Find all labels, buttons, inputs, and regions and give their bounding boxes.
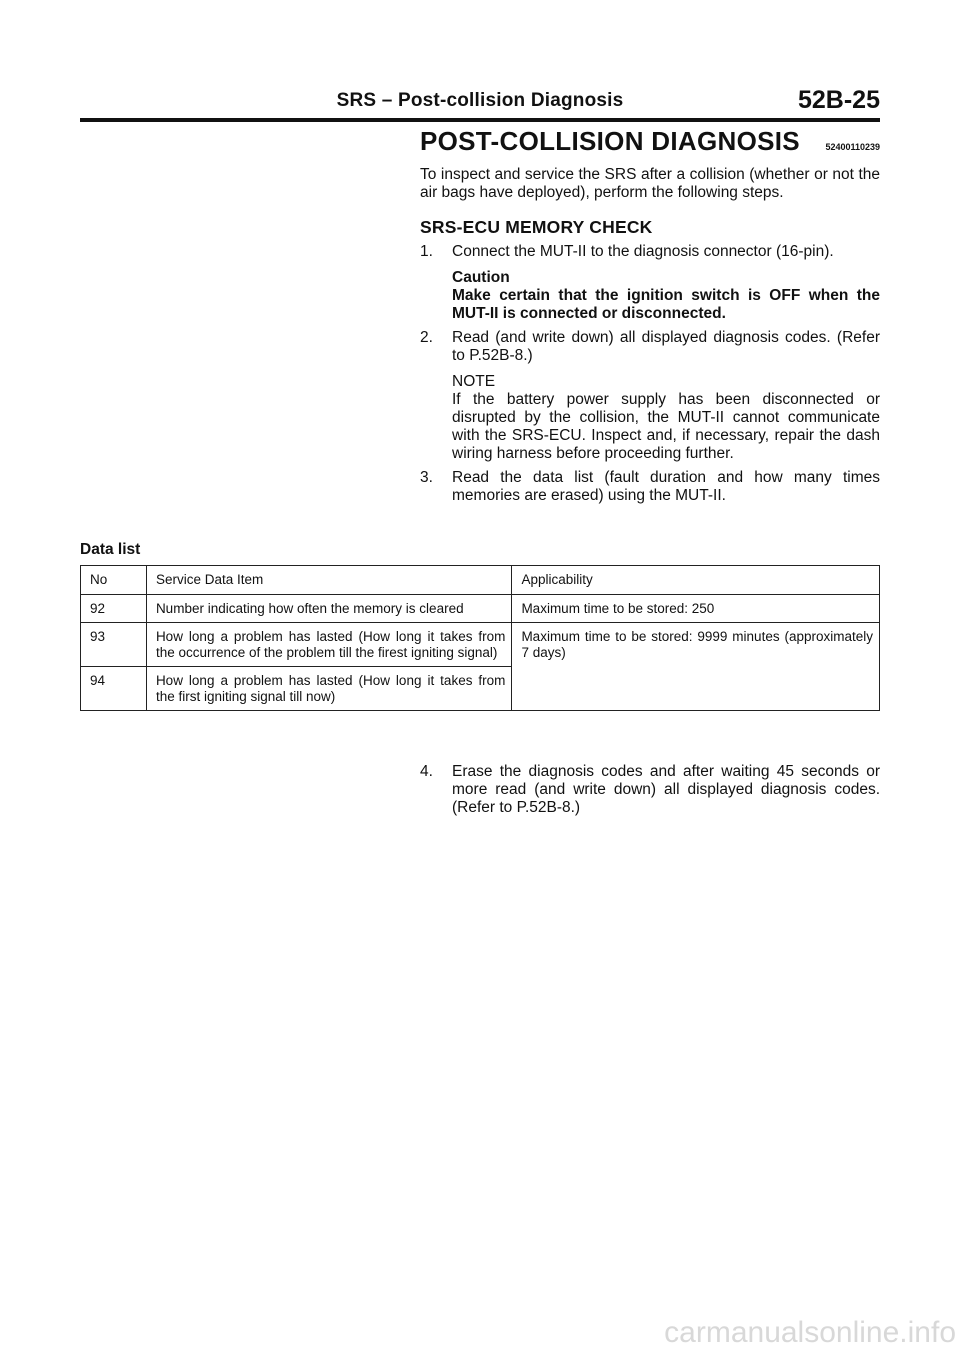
row-number: 92 [81, 594, 147, 623]
step-2 [420, 329, 880, 463]
page-number: 52B-25 [798, 86, 880, 114]
step-text: Connect the MUT-II to the diagnosis connector (16-pin). [452, 243, 834, 260]
page-header [80, 86, 880, 118]
column-header: Applicability [512, 566, 880, 595]
section-code: 52400110239 [825, 142, 880, 152]
step-1 [420, 243, 880, 323]
row-number: 93 [81, 623, 147, 667]
step-text: Read the data list (fault duration and how many times memories are erased) using the MUT-II. [452, 469, 880, 504]
data-list-table [80, 565, 880, 711]
row-applicability: Maximum time to be stored: 9999 minutes (approximately 7 days) [512, 623, 880, 711]
section-title [420, 126, 880, 156]
step-3 [420, 469, 880, 505]
row-number: 94 [81, 667, 147, 711]
step-text: Erase the diagnosis codes and after waiting 45 seconds or more read (and write down) all displayed diagnosis codes. (Refer to P.52B-8.) [452, 763, 880, 816]
step-number: 4. [420, 763, 433, 780]
row-item: How long a problem has lasted (How long it takes from the first igniting signal till now) [146, 667, 512, 711]
caution-label: Caution [452, 269, 510, 286]
section-heading: POST-COLLISION DIAGNOSIS [420, 126, 800, 156]
row-item: Number indicating how often the memory is cleared [146, 594, 512, 623]
table-header-row [81, 566, 880, 595]
note-label: NOTE [452, 373, 496, 390]
step-number: 1. [420, 243, 433, 260]
memory-check-heading: SRS-ECU MEMORY CHECK [420, 217, 653, 237]
row-applicability: Maximum time to be stored: 250 [512, 594, 880, 623]
step-number: 2. [420, 329, 433, 346]
intro-paragraph: To inspect and service the SRS after a collision (whether or not the air bags have deployed), perform the following steps. [420, 166, 880, 201]
table-row [81, 594, 880, 623]
header-title: SRS – Post-collision Diagnosis [336, 90, 624, 111]
row-item: How long a problem has lasted (How long it takes from the occurrence of the problem till the firest igniting signal) [146, 623, 512, 667]
watermark: carmanualsonline.info [664, 1316, 956, 1349]
step-4 [420, 763, 880, 817]
caution-text: Make certain that the ignition switch is OFF when the MUT-II is connected or disconnected. [452, 287, 880, 322]
main-content [420, 126, 880, 511]
step-text: Read (and write down) all displayed diagnosis codes. (Refer to P.52B-8.) [452, 329, 880, 364]
data-list-label: Data list [80, 541, 141, 558]
note-text: If the battery power supply has been disconnected or disrupted by the collision, the MUT-II cannot communicate with the SRS-ECU. Inspect and, if necessary, repair the dash wiring harness before proceeding further. [452, 391, 880, 462]
column-header: No [81, 566, 147, 595]
column-header: Service Data Item [146, 566, 512, 595]
step-number: 3. [420, 469, 433, 486]
header-rule [80, 118, 880, 122]
table-row [81, 623, 880, 667]
